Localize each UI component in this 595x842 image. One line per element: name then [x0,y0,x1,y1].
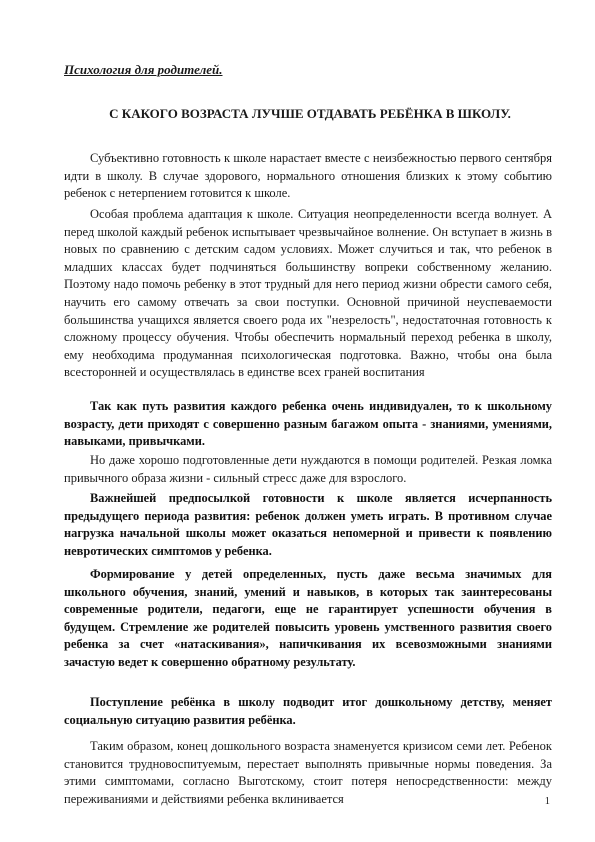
paragraph-school-entry: Поступление ребёнка в школу подводит итог дошкольному детству, меняет социальную ситуацию развития ребёнка. [64,695,552,727]
paragraph-skills-formation: Формирование у детей определенных, пусть даже весьма значимых для школьного обучения, знаний, умений и навыков, в которых так заинтересованы современные родители, педагоги, еще не гарантирует успешности обучения в будущем. Стремление же родителей повысить уровень умственного развития своего ребенка за счет «натаскивания», напичкивания их всевозможными знаниями зачастую ведет к совершенно обратному результату. [64,567,552,669]
paragraph-individual-path: Так как путь развития каждого ребенка очень индивидуален, то к школьному возрасту, дети приходят с совершенно разным багажом опыта - знаниями, умениями, навыками, привычками. [64,399,552,449]
paragraph-parent-help: Но даже хорошо подготовленные дети нуждаются в помощи родителей. Резкая ломка привычного образа жизни - сильный стресс даже для взрослого. [64,453,552,485]
paragraph-play-prerequisite: Важнейшей предпосылкой готовности к школе является исчерпанность предыдущего периода развития: ребенок должен уметь играть. В противном случае нагрузка начальной школы может оказаться непомерной и привести к появлению невротических симптомов у ребенка. [64,491,552,558]
paragraph-seven-year-crisis: Таким образом, конец дошкольного возраста знаменуется кризисом семи лет. Ребенок становится трудновоспитуемым, перестает выполнять привычные нормы поведения. За этими симптомами, согласно Выготскому, стоит потеря непосредственности: между переживаниями и действиями ребенка вклинивается [64,739,552,806]
section-label: Психология для родителей. [64,62,223,77]
page-number: 1 [544,796,550,807]
document-title: С КАКОГО ВОЗРАСТА ЛУЧШЕ ОТДАВАТЬ РЕБЁНКА В ШКОЛУ. [109,106,511,121]
paragraph-readiness: Субъективно готовность к школе нарастает вместе с неизбежностью первого сентября идти в школу. В случае здорового, нормального отношения близких к этому событию ребенок с нетерпением готовится к школе. [64,151,552,201]
paragraph-adaptation: Особая проблема адаптация к школе. Ситуация неопределенности всегда волнует. А перед школой каждый ребенок испытывает чрезвычайное волнение. Он вступает в жизнь в новых по сравнению с детским садом условиях. Может случиться и так, что ребенок в младших классах будет подчиняться большинству вопреки собственному желанию. Поэтому надо помочь ребенку в этот трудный для него период жизни обрести самого себя, научить его самому отвечать за свои поступки. Основной причиной неуспеваемости большинства учащихся является своего рода их "незрелость", недостаточная готовность к сложному процессу обучения. Чтобы обеспечить нормальный переход ребенка в школу, ему необходима продуманная психологическая подготовка. Важно, чтобы она была всесторонней и осуществлялась в единстве всех граней воспитания [64,207,552,380]
